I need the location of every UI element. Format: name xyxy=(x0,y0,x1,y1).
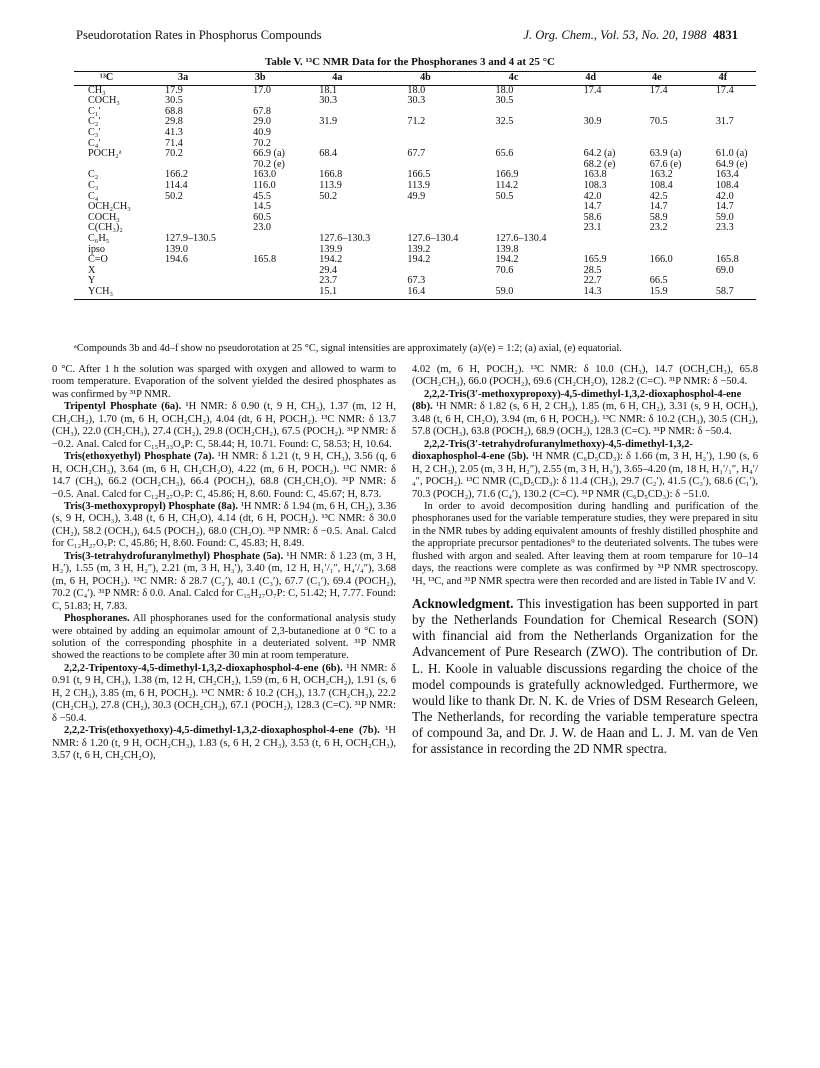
row-label-cell: C₄′ xyxy=(88,137,101,149)
table-cell xyxy=(139,276,227,287)
table-cell xyxy=(381,107,469,118)
table-cell: 30.9 xyxy=(583,116,602,128)
table-cell: 45.5 xyxy=(253,190,271,202)
table-cell: 42.0 xyxy=(715,190,734,202)
body-paragraph xyxy=(52,613,396,663)
paragraph-text: In order to avoid decomposition during handling and purification of the phosphoranes used for the variable temperature studies, they were prepared in situ in the NMR tubes by adding equivalent amounts of freshly distilled phosphite and the appropriate precursor pentadiones⁹ to the deuteriated solvents. The tubes were flushed with argon and sealed. After leaving them at room temparure for 10–14 days, the reactions were complete as was confirmed by ³¹P NMR spectroscopy. ¹H, ¹³C, and ³¹P NMR spectra were then recorded and are listed in Table IV and V. xyxy=(412,500,758,587)
paragraph-heading: Tris(ethoxyethyl) Phosphate (7a). xyxy=(64,451,215,463)
table-cell: 108.3 xyxy=(583,179,607,191)
table-cell: 166.5 xyxy=(407,169,431,181)
right-column-paragraphs xyxy=(412,364,758,588)
acknowledgment-paragraph xyxy=(412,596,758,757)
table-cell xyxy=(470,213,558,224)
table-cell: 67.6 (e) xyxy=(649,158,682,170)
table-cell: 30.3 xyxy=(319,95,338,107)
table-cell: 30.3 xyxy=(407,95,426,107)
paragraph-heading: Tris(3-methoxypropyl) Phosphate (8a). xyxy=(64,500,238,512)
row-label-cell: C₂′ xyxy=(88,116,101,128)
table-cell: 166.8 xyxy=(319,169,343,181)
table-cell: 127.9–130.5 xyxy=(165,232,216,244)
table-cell: 114.2 xyxy=(495,179,519,191)
table-cell xyxy=(381,202,469,213)
table-cell: 29.8 xyxy=(165,116,183,128)
table-cell: 66.5 xyxy=(649,275,668,287)
paragraph-text: ¹H NMR: δ 0.91 (t, 9 H, CH₃), 1.38 (m, 12 H, CH₂CH₂), 1.59 (m, 6 H, OCH₂CH₂), 1.91 (s, 6 H, 2 CH₃), 3.85 (m, 6 H, POCH₂). ¹³C NMR: δ 10.2 (CH₃), 13.7 (CH₂CH₃), 22.2 (CH₂CH₃), 27.8 (CH₂), 30.3 (OCH₂CH₂), 67.1 (POCH₂), 128.3 (C=C). ³¹P NMR: δ −50.4. xyxy=(52,662,396,724)
table-cell xyxy=(227,287,293,300)
table-cell xyxy=(227,266,293,277)
table-cell: 165.8 xyxy=(715,254,739,266)
table-cell: 23.1 xyxy=(583,222,602,234)
table-cell: 65.6 xyxy=(495,148,514,160)
row-label-cell: C₆H₅ xyxy=(88,232,110,244)
table-cell xyxy=(470,202,558,213)
paragraph-heading: 2,2,2-Tris(ethoxyethoxy)-4,5-dimethyl-1,3,2-dioxaphosphol-4-ene (7b). xyxy=(64,725,380,737)
paragraph-text: 4.02 (m, 6 H, POCH₂). ¹³C NMR: δ 10.0 (CH₃), 14.7 (OCH₂CH₃), 65.8 (OCH₂CH₃), 66.0 (POCH₂), 69.6 (CH₂CH₂O), 128.2 (C=C). ³¹P NMR: δ −50.4. xyxy=(412,364,758,388)
table-cell xyxy=(690,234,756,245)
table-row xyxy=(74,287,756,300)
paragraph-text: ¹H NMR (C₆D₅CD₃): δ 1.66 (m, 3 H, H₂′), 1.90 (s, 6 H, 2 CH₃), 2.05 (m, 3 H, H₂″), 2.55 (m, 3 H, H₃′), 3.65–4.20 (m, 18 H, H₁′/₁″, H₄′/₄″, POCH₂). ¹³C NMR (C₆D₅CD₃): δ 11.4 (CH₃), 29.7 (C₂′), 41.5 (C₃′), 68.6 (C₁′), 70.3 (POCH₂), 71.6 (C₄′), 130.2 (C=C). ³¹P NMR (C₆D₅CD₃): δ −51.0. xyxy=(412,451,758,500)
table-cell xyxy=(293,128,381,139)
paragraph-heading: 2,2,2-Tris(3′-tetrahydrofuranylmethoxy)-4,5-dimethyl-1,3,2-dioxaphosphol-4-ene (5b). xyxy=(412,438,693,463)
right-column xyxy=(412,364,758,757)
table-cell: 17.4 xyxy=(583,84,602,96)
left-column xyxy=(52,364,396,763)
table-cell: 166.0 xyxy=(649,254,673,266)
table-cell: 58.6 xyxy=(583,211,602,223)
table-cell xyxy=(227,234,293,245)
body-paragraph xyxy=(52,401,396,451)
table-header-cell: 4b xyxy=(381,72,469,86)
paragraph-heading: 2,2,2-Tripentoxy-4,5-dimethyl-1,3,2-dioxaphosphol-4-ene (6b). xyxy=(64,662,343,674)
journal-citation: J. Org. Chem., Vol. 53, No. 20, 1988 xyxy=(523,28,707,42)
table-cell: 60.5 xyxy=(253,211,271,223)
paragraph-text: ¹H NMR: δ 1.23 (m, 3 H, H₂′), 1.55 (m, 3 H, H₂″), 2.21 (m, 3 H, H₃′), 3.40 (m, 12 H, H₁′/₁″, H₄′/₄″), 3.68 (m, 6 H, POCH₂). ¹³C NMR: δ 28.7 (C₂′), 40.1 (C₃′), 67.7 (C₁′), 69.4 (POCH₂), 70.2 (C₄′). ³¹P NMR: δ 0.0. Anal. Calcd for C₁₅H₂₇O₇P: C, 51.42; H, 7.77. Found: C, 51.83; H, 7.83. xyxy=(52,550,396,612)
table-cell: 68.4 xyxy=(319,148,338,160)
table-cell: 165.8 xyxy=(253,254,277,266)
row-label-cell: C₃′ xyxy=(88,126,101,138)
acknowledgment-text: This investigation has been supported in part by the Netherlands Foundation for Chemical Research (SON) with financial aid from the Netherlands Organization for the Advancement of Pure Research (ZWO). The contribution of Dr. L. H. Koole in valuable discussions regarding the choice of the model compounds is gratefully acknowledged. Furthermore, we would like to thank Dr. N. K. de Vries of DSM Research Geleen, The Netherlands, for recording the variable temperature spectra of compound 3a, and Dr. J. W. de Haan and L. J. M. van de Ven for assistance in recording the 2D NMR spectra. xyxy=(412,596,758,756)
table-cell: 114.4 xyxy=(165,179,188,191)
table-cell: 139.9 xyxy=(319,243,343,255)
table-cell: 194.2 xyxy=(319,254,343,266)
paragraph-text: ¹H NMR: δ 1.20 (t, 9 H, OCH₂CH₃), 1.83 (s, 6 H, 2 CH₃), 3.53 (t, 6 H, OCH₂CH₃), 3.57 (t, 6 H, CH₂CH₂O), xyxy=(52,725,396,762)
table-cell: 40.9 xyxy=(253,126,271,138)
row-label-cell: POCH₂ᵃ xyxy=(88,148,122,160)
table-cell: 165.9 xyxy=(583,254,607,266)
table-cell xyxy=(690,96,756,107)
table-cell xyxy=(470,107,558,118)
table-cell: 41.3 xyxy=(165,126,183,138)
table-cell xyxy=(381,213,469,224)
table-cell: 68.2 (e) xyxy=(583,158,616,170)
table-title: Table V. ¹³C NMR Data for the Phosphoranes 3 and 4 at 25 °C xyxy=(265,56,555,68)
row-label-cell xyxy=(74,160,139,171)
table-header-cell: 4d xyxy=(558,72,624,86)
table-cell: 50.2 xyxy=(165,190,183,202)
table-header-row xyxy=(74,72,756,86)
table-cell xyxy=(139,202,227,213)
paragraph-heading: Tris(3-tetrahydrofuranylmethyl) Phosphate (5a). xyxy=(64,550,284,562)
table-cell: 17.0 xyxy=(253,84,271,96)
table-header-cell: ¹³C xyxy=(74,72,139,86)
table-cell: 59.0 xyxy=(470,287,558,300)
paragraph-text: ¹H NMR: δ 0.90 (t, 9 H, CH₃), 1.37 (m, 12 H, CH₂CH₂), 1.70 (m, 6 H, OCH₂CH₂), 4.04 (dt, 6 H, POCH₂). ¹³C NMR: δ 13.7 (CH₃), 22.0 (CH₂CH₃), 27.4 (CH₂), 29.8 (OCH₂CH₂), 67.5 (POCH₂). ³¹P NMR: δ −0.2. Anal. Calcd for C₁₅H₃₃O₄P: C, 58.44; H, 10.71. Found: C, 58.53; H, 10.64. xyxy=(52,401,396,450)
table-cell xyxy=(381,266,469,277)
table-cell: 194.6 xyxy=(165,254,188,266)
row-label-cell: C₄ xyxy=(88,190,99,202)
table-cell: 163.2 xyxy=(649,169,673,181)
table-cell: 50.5 xyxy=(495,190,514,202)
table-cell: 163.8 xyxy=(583,169,607,181)
table-cell xyxy=(558,96,624,107)
table-header-cell: 4c xyxy=(470,72,558,86)
table-cell: 113.9 xyxy=(319,179,342,191)
row-label-cell: YCH₃ xyxy=(74,287,139,300)
table-cell: 58.9 xyxy=(649,211,668,223)
table-cell xyxy=(558,128,624,139)
body-paragraph xyxy=(412,439,758,501)
table-cell: 23.3 xyxy=(715,222,734,234)
table-header-cell: 4f xyxy=(690,72,756,86)
table-cell: 127.6–130.3 xyxy=(319,232,371,244)
body-paragraph xyxy=(52,663,396,725)
table-cell: 49.9 xyxy=(407,190,426,202)
row-label-cell: C₂ xyxy=(88,169,99,181)
table-cell: 166.2 xyxy=(165,169,188,181)
table-cell: 70.2 xyxy=(165,148,183,160)
running-head-citation xyxy=(523,28,738,43)
table-header-cell: 3a xyxy=(139,72,227,86)
table-cell xyxy=(293,139,381,150)
table-cell: 70.6 xyxy=(495,264,514,276)
table-cell: 70.5 xyxy=(649,116,668,128)
paragraph-heading: 2,2,2-Tris(3′-methoxypropoxy)-4,5-dimethyl-1,3,2-dioxaphosphol-4-ene (8b). xyxy=(412,388,742,413)
body-paragraph xyxy=(412,389,758,439)
table-cell: 67.3 xyxy=(407,275,426,287)
table-cell xyxy=(470,139,558,150)
body-paragraph xyxy=(52,551,396,613)
table-cell xyxy=(381,139,469,150)
table-cell: 14.7 xyxy=(715,201,734,213)
table-cell xyxy=(139,266,227,277)
table-cell: 23.7 xyxy=(319,275,338,287)
table-cell: 15.1 xyxy=(293,287,381,300)
paragraph-text: ¹H NMR: δ 1.21 (t, 9 H, CH₃), 3.56 (q, 6 H, OCH₂CH₃), 3.64 (m, 6 H, CH₂CH₂O), 4.22 (m, 6 H, POCH₂). ¹³C NMR: δ 14.7 (CH₃), 66.2 (OCH₂CH₃), 66.4 (POCH₂), 68.8 (CH₂CH₂O). ³¹P NMR: δ −0.5. Anal. Calcd for C₁₂H₂₇O₇P: C, 45.86; H, 8.60. Found: C, 45.67; H, 8.73. xyxy=(52,451,396,500)
table-cell: 31.7 xyxy=(715,116,734,128)
page-number: 4831 xyxy=(712,28,738,42)
table-cell: 30.5 xyxy=(495,95,514,107)
table-cell: 18.1 xyxy=(319,84,338,96)
table-cell: 127.6–130.4 xyxy=(407,232,459,244)
table-cell: 29.0 xyxy=(253,116,271,128)
table-cell xyxy=(624,234,690,245)
table-cell: 18.0 xyxy=(495,84,514,96)
table-cell: 139.0 xyxy=(165,243,188,255)
table-cell: 69.0 xyxy=(715,264,734,276)
table-cell: 127.6–130.4 xyxy=(495,232,547,244)
table-cell: 108.4 xyxy=(715,179,739,191)
table-footnote: ᵃCompounds 3b and 4d–f show no pseudorotation at 25 °C, signal intensities are approximately (a)/(e) = 1:2; (a) axial, (e) equatorial. xyxy=(74,343,622,354)
table-cell: 194.2 xyxy=(495,254,519,266)
row-label-cell: C(CH₃)₂ xyxy=(88,222,123,234)
table-cell xyxy=(690,128,756,139)
table-cell: 23.0 xyxy=(253,222,271,234)
paragraph-text: 0 °C. After 1 h the solution was sparged with oxygen and allowed to warm to room temperature. Evaporation of the solvent yielded the desired phosphates as was confirmed by ³¹P NMR. xyxy=(52,364,396,400)
paragraph-text: All phosphoranes used for the conformational analysis study were obtained by adding an equimolar amount of 2,3-butanedione at 0 °C to a solution of the corresponding phosphite in a deuteriated solvent. ³¹P NMR showed the reactions to be complete after 30 min at room temperature. xyxy=(52,613,396,662)
table-cell: 70.2 (e) xyxy=(253,158,285,170)
paragraph-heading: Tripentyl Phosphate (6a). xyxy=(64,401,182,413)
table-row xyxy=(74,255,756,266)
nmr-data-table xyxy=(74,71,756,300)
table-cell xyxy=(293,202,381,213)
table-cell: 66.9 (a) xyxy=(253,148,285,160)
table-cell: 31.9 xyxy=(319,116,338,128)
table-cell xyxy=(558,234,624,245)
row-label-cell: CH₃ xyxy=(88,84,106,96)
table-cell: 16.4 xyxy=(381,287,469,300)
table-cell: 50.2 xyxy=(319,190,338,202)
table-cell xyxy=(139,287,227,300)
running-head-title: Pseudorotation Rates in Phosphorus Compounds xyxy=(76,28,322,42)
table-cell: 67.8 xyxy=(253,105,271,117)
table-cell xyxy=(293,107,381,118)
row-label-cell: C₃ xyxy=(88,179,99,191)
table-cell: 108.4 xyxy=(649,179,673,191)
table-cell: 23.2 xyxy=(649,222,668,234)
table-cell: 71.2 xyxy=(407,116,426,128)
table-cell: 18.0 xyxy=(407,84,426,96)
paragraph-text: ¹H NMR: δ 1.82 (s, 6 H, 2 CH₃), 1.85 (m, 6 H, CH₂), 3.31 (s, 9 H, OCH₃), 3.48 (t, 6 H, CH₂O), 3.94 (m, 6 H, POCH₂). ¹³C NMR: δ 10.2 (CH₃), 30.5 (CH₂), 57.8 (OCH₃), 63.8 (POCH₂), 68.9 (OCH₂), 128.3 (C=C). ³¹P NMR: δ −50.4. xyxy=(412,401,758,438)
row-label-cell: X xyxy=(88,264,96,276)
table-cell: 116.0 xyxy=(253,179,276,191)
table-row xyxy=(74,128,756,139)
table-cell: 67.7 xyxy=(407,148,426,160)
row-label-cell: C=O xyxy=(88,254,108,266)
table-cell: 30.5 xyxy=(165,95,183,107)
table-cell: 70.2 xyxy=(253,137,271,149)
body-paragraph xyxy=(52,501,396,551)
table-cell: 166.9 xyxy=(495,169,519,181)
acknowledgment-heading: Acknowledgment. xyxy=(412,596,514,612)
table-cell: 139.2 xyxy=(407,243,431,255)
table-cell xyxy=(470,276,558,287)
paragraph-heading: Phosphoranes. xyxy=(64,613,130,625)
table-cell: 15.9 xyxy=(624,287,690,300)
table-cell: 139.8 xyxy=(495,243,519,255)
paragraph-text: ¹H NMR: δ 1.94 (m, 6 H, CH₂), 3.36 (s, 9 H, OCH₃), 3.48 (t, 6 H, CH₂O), 4.14 (dt, 6 H, POCH₂). ¹³C NMR: δ 30.0 (CH₂), 58.2 (OCH₃), 64.5 (POCH₂), 68.0 (CH₂O). ³¹P NMR: δ −0.5. Anal. Calcd for C₁₂H₂₇O₇P: C, 45.86; H, 8.60. Found: C, 45.83; H, 8.49. xyxy=(52,500,396,550)
table-cell: 113.9 xyxy=(407,179,430,191)
body-paragraph xyxy=(52,451,396,501)
table-cell: 17.4 xyxy=(649,84,668,96)
table-cell: 42.5 xyxy=(649,190,668,202)
table-cell: 22.7 xyxy=(583,275,602,287)
row-label-cell: OCH₂CH₃ xyxy=(88,201,131,213)
body-paragraph xyxy=(412,364,758,389)
table-cell xyxy=(293,213,381,224)
table-cell xyxy=(624,128,690,139)
table-header-cell: 3b xyxy=(227,72,293,86)
row-label-cell: COCH₃ xyxy=(88,211,120,223)
table-cell: 163.4 xyxy=(715,169,739,181)
table-cell: 163.0 xyxy=(253,169,277,181)
table-cell: 17.4 xyxy=(715,84,734,96)
table-cell: 63.9 (a) xyxy=(649,148,682,160)
row-label-cell: COCH₃ xyxy=(88,95,120,107)
table-cell: 64.2 (a) xyxy=(583,148,616,160)
body-paragraph xyxy=(52,364,396,401)
row-label-cell: Y xyxy=(88,275,96,287)
table-cell: 64.9 (e) xyxy=(715,158,748,170)
table-cell: 71.4 xyxy=(165,137,183,149)
table-cell: 14.7 xyxy=(649,201,668,213)
table-cell: 29.4 xyxy=(319,264,338,276)
table-row xyxy=(74,234,756,245)
table-cell: 17.9 xyxy=(165,84,183,96)
table-cell: 32.5 xyxy=(495,116,514,128)
table-cell: 14.7 xyxy=(583,201,602,213)
table-cell: 14.5 xyxy=(253,201,271,213)
table-cell xyxy=(624,96,690,107)
table-cell: 59.0 xyxy=(715,211,734,223)
table-body xyxy=(74,85,756,300)
body-paragraph xyxy=(52,725,396,762)
table-cell: 42.0 xyxy=(583,190,602,202)
table-cell: 194.2 xyxy=(407,254,431,266)
row-label-cell: C₁′ xyxy=(88,105,101,117)
table-header-cell: 4a xyxy=(293,72,381,86)
table-cell: 58.7 xyxy=(690,287,756,300)
table-cell xyxy=(227,276,293,287)
table-header-cell: 4e xyxy=(624,72,690,86)
table-cell: 14.3 xyxy=(558,287,624,300)
table-row xyxy=(74,181,756,192)
table-cell: 28.5 xyxy=(583,264,602,276)
table-cell xyxy=(381,128,469,139)
table-cell: 68.8 xyxy=(165,105,183,117)
body-paragraph xyxy=(412,501,758,588)
table-cell xyxy=(470,128,558,139)
table-cell: 61.0 (a) xyxy=(715,148,748,160)
table-cell xyxy=(139,213,227,224)
row-label-cell: ipso xyxy=(88,243,105,255)
